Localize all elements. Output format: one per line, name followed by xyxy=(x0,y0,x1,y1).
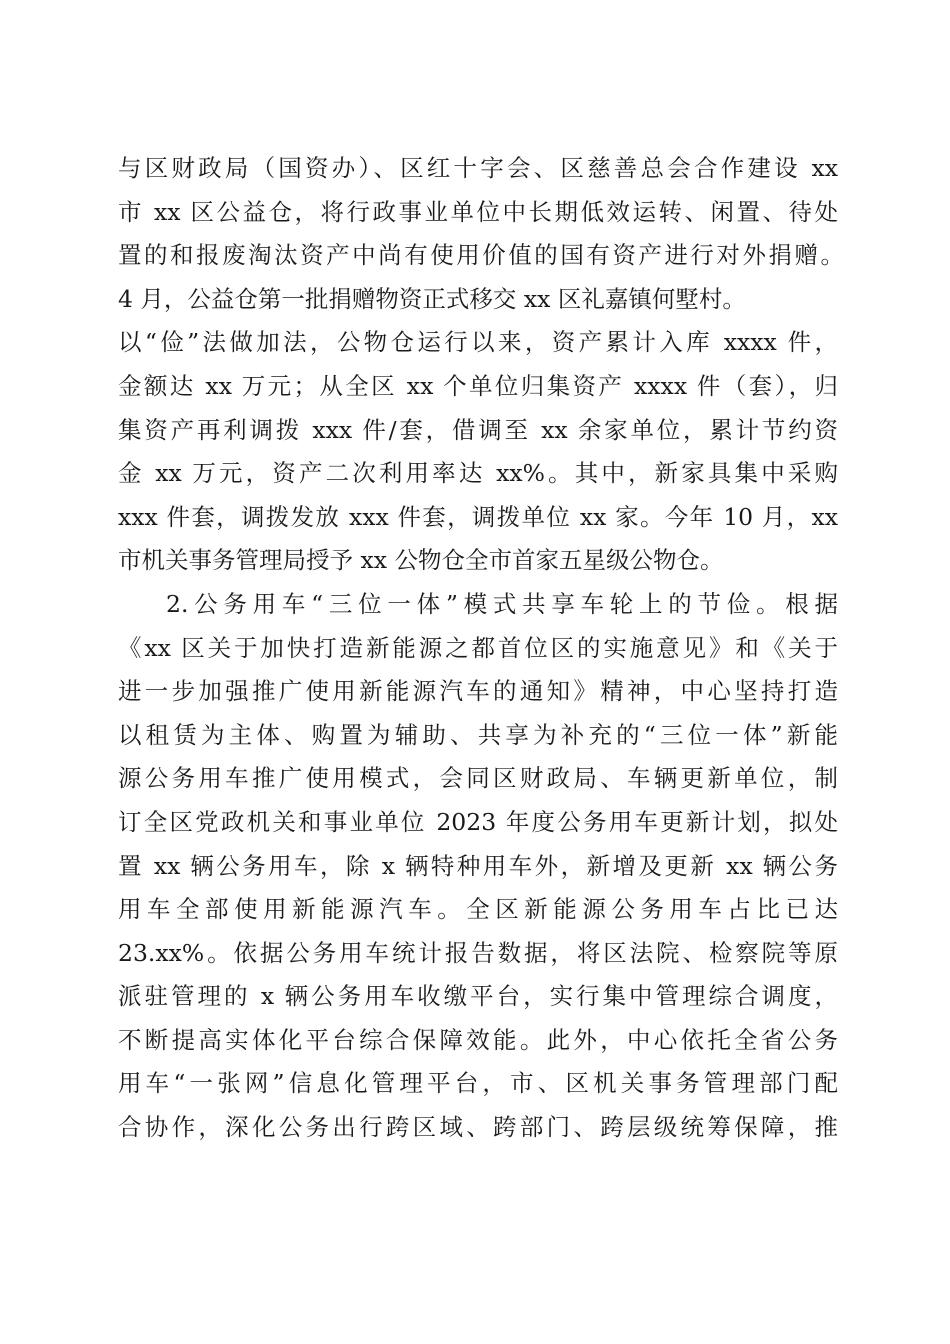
text-line: 进一步加强推广使用新能源汽车的通知》精神，中心坚持打造 xyxy=(118,677,838,706)
text-line: 以租赁为主体、购置为辅助、共享为补充的“三位一体”新能 xyxy=(118,720,838,749)
text-line: 置的和报废淘汰资产中尚有使用价值的国有资产进行对外捐赠。 xyxy=(118,241,844,270)
text-line: 用车“一张网”信息化管理平台，市、区机关事务管理部门配 xyxy=(118,1069,838,1098)
text-line: 源公务用车推广使用模式，会同区财政局、车辆更新单位，制 xyxy=(118,764,838,793)
text-line: 以“俭”法做加法，公物仓运行以来，资产累计入库 xxxx 件， xyxy=(118,328,838,357)
text-line: 金额达 xx 万元；从全区 xx 个单位归集资产 xxxx 件（套），归 xyxy=(118,371,838,400)
text-line: xxx 件套，调拨发放 xxx 件套，调拨单位 xx 家。今年 10 月，xx xyxy=(118,502,838,531)
text-line: 不断提高实体化平台综合保障效能。此外，中心依托全省公务 xyxy=(118,1025,838,1054)
text-line: 23.xx%。依据公务用车统计报告数据，将区法院、检察院等原 xyxy=(118,938,838,967)
text-line: 与区财政局（国资办）、区红十字会、区慈善总会合作建设 xx xyxy=(118,154,838,182)
text-line: 置 xx 辆公务用车，除 x 辆特种用车外，新增及更新 xx 辆公务 xyxy=(118,851,838,880)
text-line: 《xx 区关于加快打造新能源之都首位区的实施意见》和《关于 xyxy=(118,633,838,662)
text-line: 4 月，公益仓第一批捐赠物资正式移交 xx 区礼嘉镇何墅村。 xyxy=(118,284,746,313)
text-line: 市机关事务管理局授予 xx 公物仓全市首家五星级公物仓。 xyxy=(118,546,724,575)
text-line: 派驻管理的 x 辆公务用车收缴平台，实行集中管理综合调度， xyxy=(118,982,838,1011)
section-heading-line: 2.公务用车“三位一体”模式共享车轮上的节俭。根据 xyxy=(166,589,838,618)
text-line: 市 xx 区公益仓，将行政事业单位中长期低效运转、闲置、待处 xyxy=(118,197,838,226)
text-line: 集资产再利调拨 xxx 件/套，借调至 xx 余家单位，累计节约资 xyxy=(118,415,838,444)
text-line: 合协作，深化公务出行跨区域、跨部门、跨层级统筹保障，推 xyxy=(118,1113,838,1142)
document-body xyxy=(118,147,844,1150)
text-line: 用车全部使用新能源汽车。全区新能源公务用车占比已达 xyxy=(118,895,838,924)
text-line: 订全区党政机关和事业单位 2023 年度公务用车更新计划，拟处 xyxy=(118,807,838,836)
text-line: 金 xx 万元，资产二次利用率达 xx%。其中，新家具集中采购 xyxy=(118,459,838,488)
